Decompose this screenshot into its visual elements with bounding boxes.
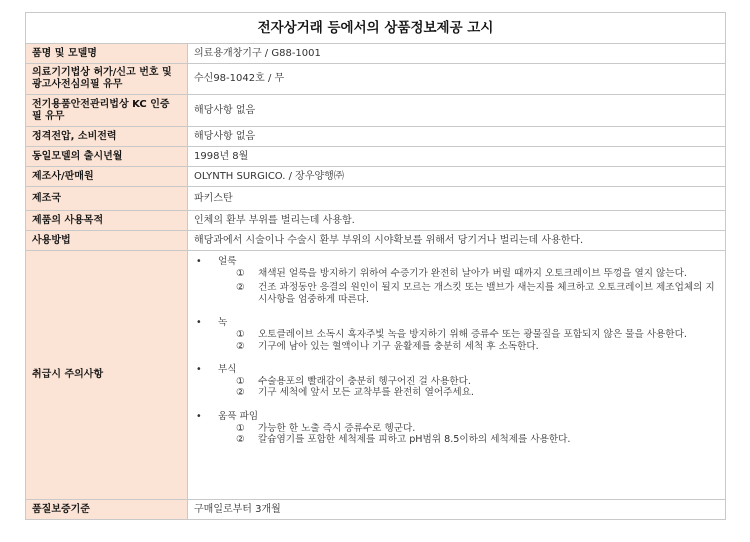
caution-section-rust xyxy=(196,317,715,352)
table-row xyxy=(26,95,726,127)
list-item xyxy=(236,268,715,280)
bullet-icon: • xyxy=(196,317,202,329)
row-value: OLYNTH SURGICO. / 장우양행㈜ xyxy=(188,167,726,187)
caution-content xyxy=(188,251,726,500)
item-text: 기구 세척에 앞서 모든 교착부를 완전히 열어주세요. xyxy=(258,387,474,399)
table-row xyxy=(26,187,726,211)
table-row xyxy=(26,211,726,231)
item-text: 건조 과정동안 응결의 원인이 될지 모르는 개스킷 또는 밸브가 새는지를 체크하고 오토크레이브 제조업체의 지시사항을 엄중하게 따른다. xyxy=(258,282,715,305)
item-number: ① xyxy=(236,328,245,340)
table-row xyxy=(26,64,726,95)
row-value: 파키스탄 xyxy=(188,187,726,211)
product-info-table xyxy=(25,12,726,520)
caution-section-stain xyxy=(196,256,715,305)
item-text: 수술용포의 빨래감이 충분히 헹구어진 걸 사용한다. xyxy=(258,375,471,387)
row-label: 동일모델의 출시년월 xyxy=(26,147,188,167)
caution-section-corrosion xyxy=(196,364,715,399)
section-heading: 움푹 파임 xyxy=(218,410,259,422)
row-label: 사용방법 xyxy=(26,231,188,251)
list-item xyxy=(236,282,715,305)
item-number: ② xyxy=(236,387,245,399)
item-text: 칼슘염기를 포함한 세척제를 피하고 pH범위 8.5이하의 세척제를 사용한다. xyxy=(258,434,571,446)
row-value: 해당사항 없음 xyxy=(188,95,726,127)
item-number: ② xyxy=(236,434,245,446)
warranty-label: 품질보증기준 xyxy=(26,500,188,520)
row-label: 제조사/판매원 xyxy=(26,167,188,187)
row-label: 정격전압, 소비전력 xyxy=(26,127,188,147)
section-heading: 부식 xyxy=(218,364,237,376)
warranty-value: 구매일로부터 3개월 xyxy=(188,500,726,520)
bullet-icon: • xyxy=(196,364,202,376)
section-heading: 얼룩 xyxy=(218,256,237,267)
notice-title: 전자상거래 등에서의 상품정보제공 고시 xyxy=(26,13,726,44)
row-value: 1998년 8월 xyxy=(188,147,726,167)
list-item xyxy=(236,387,715,399)
list-item xyxy=(236,341,715,353)
item-number: ② xyxy=(236,340,245,352)
row-value: 수신98-1042호 / 무 xyxy=(188,64,726,95)
table-row xyxy=(26,44,726,64)
item-text: 기구에 남아 있는 혈액이나 기구 윤활제를 충분히 세척 후 소독한다. xyxy=(258,340,539,352)
section-heading: 녹 xyxy=(218,317,228,329)
row-label: 제조국 xyxy=(26,187,188,211)
row-label: 전기용품안전관리법상 KC 인증 필 유무 xyxy=(26,95,188,127)
table-row xyxy=(26,500,726,520)
row-value: 해당사항 없음 xyxy=(188,127,726,147)
list-item xyxy=(236,329,715,341)
table-row xyxy=(26,147,726,167)
row-value: 해당과에서 시술이나 수술시 환부 부위의 시야확보를 위해서 당기거나 벌리는데 사용한다. xyxy=(188,231,726,251)
row-value: 의료용개창기구 / G88-1001 xyxy=(188,44,726,64)
item-number: ① xyxy=(236,375,245,387)
row-value: 인체의 환부 부위를 벌리는데 사용함. xyxy=(188,211,726,231)
caution-row xyxy=(26,251,726,500)
row-label: 품명 및 모델명 xyxy=(26,44,188,64)
title-row xyxy=(26,13,726,44)
item-text: 가능한 한 노출 즉시 증류수로 헹군다. xyxy=(258,422,416,434)
caution-label: 취급시 주의사항 xyxy=(26,251,188,500)
item-text: 채색된 얼룩을 방지하기 위하여 수증기가 완전히 날아가 버릴 때까지 오토크레이브 뚜껑을 열지 않는다. xyxy=(258,267,687,279)
table-row xyxy=(26,231,726,251)
product-info-notice xyxy=(25,12,726,520)
table-row xyxy=(26,127,726,147)
caution-section-pitting xyxy=(196,411,715,446)
item-number: ① xyxy=(236,267,245,279)
item-number: ② xyxy=(236,282,245,294)
list-item xyxy=(236,434,715,446)
row-label: 의료기기법상 허가/신고 번호 및 광고사전심의필 유무 xyxy=(26,64,188,95)
list-item xyxy=(236,376,715,388)
item-number: ① xyxy=(236,422,245,434)
item-text: 오토클레이브 소독시 흑자주빛 녹을 방지하기 위해 증류수 또는 광물질을 포함되지 않은 물을 사용한다. xyxy=(258,328,687,340)
bullet-icon: • xyxy=(196,256,202,267)
row-label: 제품의 사용목적 xyxy=(26,211,188,231)
list-item xyxy=(236,423,715,435)
table-row xyxy=(26,167,726,187)
bullet-icon: • xyxy=(196,410,202,422)
